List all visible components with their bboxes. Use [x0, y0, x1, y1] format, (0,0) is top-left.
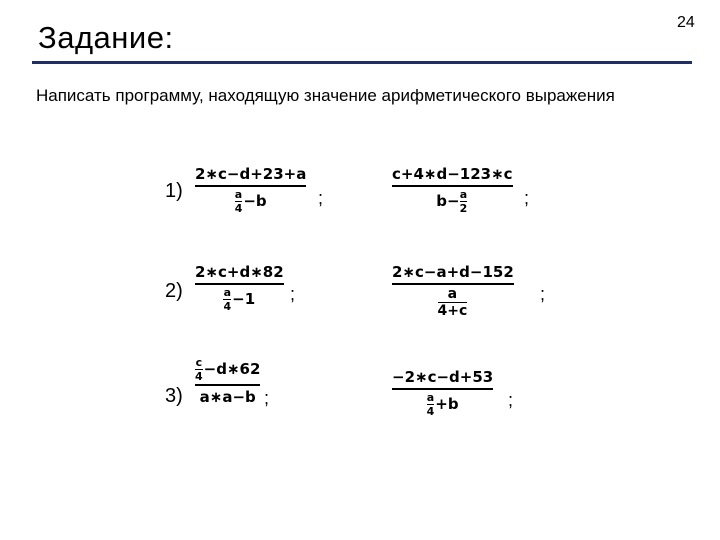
formula-2-den-lead: b− [436, 191, 460, 210]
title-underline [32, 61, 692, 64]
formula-2-den-fraction [460, 189, 468, 214]
formula-4 [392, 263, 514, 318]
task-description: Написать программу, находящую значение арифметического выражения [36, 86, 615, 105]
formula-6-numerator: −2∗c−d+53 [392, 368, 494, 386]
row-label-1: 1) [165, 180, 183, 202]
formula-5 [195, 357, 260, 406]
formula-5-denominator: a∗a−b [199, 387, 256, 406]
formula-1-semicolon: ; [318, 188, 324, 208]
formula-2 [392, 165, 513, 214]
formula-3-den-fraction [223, 287, 231, 312]
formula-2-semicolon: ; [524, 188, 530, 208]
formula-6-bar [392, 388, 493, 390]
formula-5-num-fraction [195, 357, 203, 382]
formula-4-bar [392, 283, 514, 285]
formula-1-numerator: 2∗c−d+23+a [195, 165, 307, 183]
formula-5-num-frac-den: 4 [195, 370, 203, 383]
formula-5-num-rest: −d∗62 [203, 360, 261, 378]
slide-title: Задание: [38, 20, 174, 55]
formula-1-den-fraction [235, 189, 243, 214]
formula-6-den-rest: +b [435, 394, 459, 413]
formula-4-denominator [438, 287, 469, 318]
formula-2-den-frac-num: a [459, 187, 468, 201]
formula-5-semicolon: ; [264, 388, 270, 408]
formula-3-numerator: 2∗c+d∗82 [195, 263, 284, 281]
formula-4-semicolon: ; [540, 284, 546, 304]
page-number: 24 [677, 14, 695, 31]
formula-6-denominator [427, 392, 459, 417]
formula-5-num-frac-num: c [195, 356, 203, 369]
formula-3-semicolon: ; [290, 284, 296, 304]
formula-2-den-frac-den: 2 [459, 201, 468, 215]
formula-2-denominator [436, 189, 468, 214]
row-label-3: 3) [165, 385, 183, 407]
formula-3-den-frac-den: 4 [223, 299, 232, 313]
formula-2-bar [392, 185, 513, 187]
formula-3-bar [195, 283, 284, 285]
formula-1-bar [195, 185, 306, 187]
formula-1-den-frac-num: a [234, 187, 243, 201]
formula-6-semicolon: ; [508, 390, 514, 410]
formula-3-den-rest: −1 [232, 289, 256, 308]
row-label-2: 2) [165, 280, 183, 302]
formula-6-den-frac-num: a [426, 390, 435, 404]
formula-3 [195, 263, 284, 312]
formula-4-den-fraction [438, 287, 468, 318]
formula-6 [392, 368, 493, 417]
formula-1-den-frac-den: 4 [234, 201, 243, 215]
formula-1-denominator [235, 189, 267, 214]
formula-4-numerator: 2∗c−a+d−152 [392, 263, 514, 281]
formula-6-den-frac-den: 4 [426, 404, 435, 418]
formula-5-numerator [195, 357, 260, 382]
formula-5-bar [195, 384, 260, 386]
formula-6-den-fraction [427, 392, 435, 417]
formula-3-denominator [223, 287, 255, 312]
formula-1-den-rest: −b [243, 191, 267, 210]
formula-4-den-bottom: 4+c [437, 302, 468, 319]
formula-4-den-top: a [447, 285, 458, 302]
formula-2-numerator: c+4∗d−123∗c [392, 165, 513, 183]
formula-3-den-frac-num: a [223, 285, 232, 299]
formula-1 [195, 165, 306, 214]
